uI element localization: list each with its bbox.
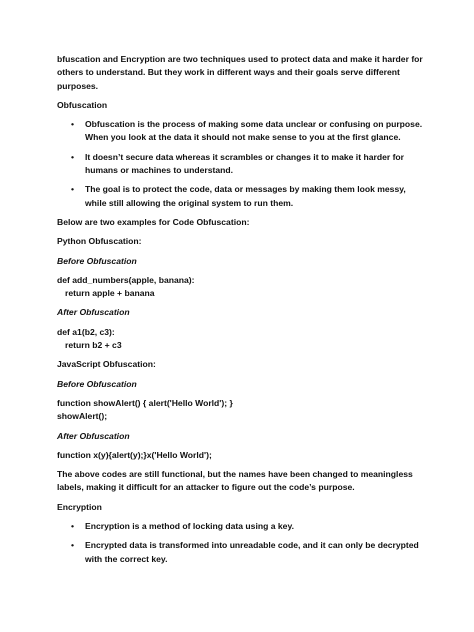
list-item	[57, 183, 427, 210]
list-item-text: Encryption is a method of locking data using a key.	[85, 521, 294, 532]
code-line: return apple + banana	[65, 288, 155, 299]
bullet-icon: •	[71, 151, 75, 162]
python-before-code	[57, 274, 427, 301]
summary-paragraph: The above codes are still functional, but the names have been changed to meaningless labels, making it difficult for an attacker to figure out the code’s purpose.	[57, 469, 413, 493]
list-item	[57, 118, 427, 145]
code-line: showAlert();	[57, 411, 108, 422]
code-line: return b2 + c3	[65, 340, 122, 351]
python-after-label: After Obfuscation	[57, 307, 130, 318]
encryption-heading: Encryption	[57, 501, 102, 512]
intro-paragraph: bfuscation and Encryption are two techniques used to protect data and make it harder for others to understand. But they work in different ways and their goals serve different purposes.	[57, 54, 423, 91]
examples-intro: Below are two examples for Code Obfuscation:	[57, 216, 250, 227]
python-before-label: Before Obfuscation	[57, 255, 137, 266]
bullet-icon: •	[71, 521, 75, 532]
list-item-text: It doesn’t secure data whereas it scrambles or changes it to make it harder for humans or machines to understand.	[85, 151, 405, 176]
code-line: def add_numbers(apple, banana):	[57, 274, 195, 285]
list-item-text: Obfuscation is the process of making some data unclear or confusing on purpose. When you look at the data it should not make sense to you at the first glance.	[85, 119, 423, 143]
js-heading: JavaScript Obfuscation:	[57, 359, 156, 370]
js-after-code	[57, 449, 427, 462]
encryption-bullet-list	[57, 520, 427, 566]
list-item	[57, 151, 427, 178]
code-line: function x(y){alert(y);}x('Hello World');	[57, 449, 212, 460]
js-after-label: After Obfuscation	[57, 430, 130, 441]
list-item-text: Encrypted data is transformed into unreadable code, and it can only be decrypted with the correct key.	[85, 540, 419, 564]
code-line: function showAlert() { alert('Hello World'); }	[57, 397, 233, 408]
bullet-icon: •	[71, 540, 75, 551]
code-line: def a1(b2, c3):	[57, 326, 115, 337]
python-heading: Python Obfuscation:	[57, 236, 142, 247]
bullet-icon: •	[71, 119, 75, 130]
document-body	[57, 53, 427, 572]
obfuscation-heading: Obfuscation	[57, 99, 108, 110]
python-after-code	[57, 326, 427, 353]
js-before-code	[57, 397, 427, 424]
obfuscation-bullet-list	[57, 118, 427, 210]
list-item	[57, 539, 427, 566]
list-item	[57, 520, 427, 533]
bullet-icon: •	[71, 184, 75, 195]
list-item-text: The goal is to protect the code, data or messages by making them look messy, while still allowing the original system to run them.	[85, 184, 406, 208]
js-before-label: Before Obfuscation	[57, 378, 137, 389]
